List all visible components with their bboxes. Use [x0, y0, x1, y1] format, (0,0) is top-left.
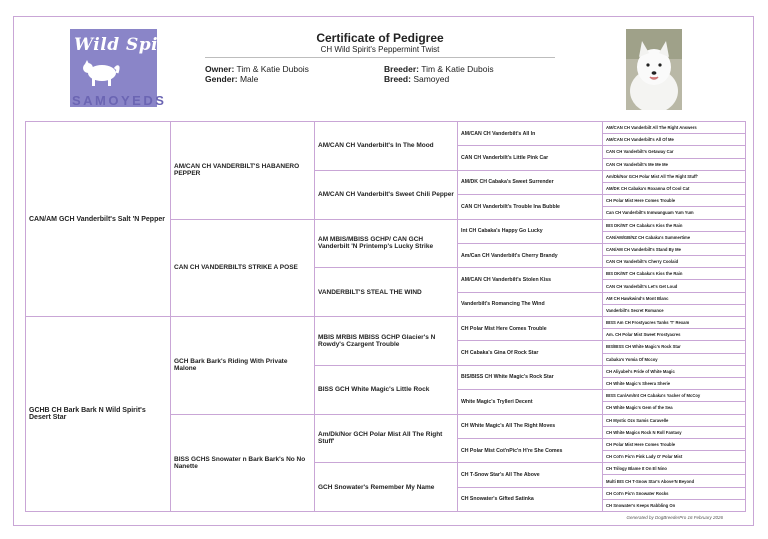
- logo-text-bottom: SAMOYEDS: [72, 93, 167, 108]
- ancestor-name: CH T-Snow Star's All The Above: [461, 471, 540, 478]
- gender-value: Male: [239, 74, 259, 84]
- ancestor-name: CH Polar Mist Cot'nPic'n H're She Comes: [461, 447, 563, 454]
- pedigree-ancestor-gen2: [170, 219, 315, 318]
- ancestor-name: CH White Magic's Gem of the Sea: [606, 405, 673, 411]
- ancestor-name: CAN CH Vanderbilt's Trouble Ina Bubble: [461, 203, 560, 210]
- ancestor-name: CAN/AM/GB/NZ CH Cabaka's Summertime: [606, 234, 691, 240]
- ancestor-name: CH Trilogy Blame It On El Nino: [606, 466, 667, 472]
- ancestor-name: Am/Dk/Nor GCH Polar Mist All The Right Stuff': [318, 431, 443, 446]
- pedigree-table: [25, 121, 745, 511]
- pedigree-ancestor-gen3: [314, 365, 458, 415]
- ancestor-name: GCH Bark Bark's Riding With Private Malone: [174, 358, 288, 373]
- ancestor-name: GCHB CH Bark Bark N Wild Spirit's Desert Star: [29, 407, 146, 421]
- ancestor-name: Vanderbilt's Romancing The Wind: [461, 301, 545, 308]
- ancestor-name: Vanderbilt's Secret Romance: [606, 307, 664, 313]
- pedigree-ancestor-gen4: [457, 316, 603, 341]
- pedigree-ancestor-gen4: [457, 414, 603, 439]
- breed-label: Breed:: [384, 74, 411, 84]
- ancestor-name: Am/Dk/Nor GCH Polar Mist All The Right Stuff': [606, 173, 698, 179]
- pedigree-ancestor-gen3: [314, 316, 458, 366]
- ancestor-name: CH Polar Mist Here Comes Trouble: [606, 198, 676, 204]
- pedigree-ancestor-gen3: [314, 267, 458, 317]
- ancestor-name: CH White Magic's Sheera Sherie: [606, 381, 671, 387]
- ancestor-name: BISS GCH White Magic's Little Rock: [318, 386, 430, 394]
- pedigree-ancestor-gen3: [314, 121, 458, 171]
- gender-row: [205, 74, 258, 84]
- ancestor-name: Int CH Cabaka's Happy Go Lucky: [461, 228, 543, 235]
- pedigree-ancestor-gen4: [457, 292, 603, 317]
- logo-text-top: Wild Spirit: [74, 35, 183, 55]
- pedigree-ancestor-gen4: [457, 219, 603, 244]
- ancestor-name: CAN CH Vanderbilt's Me Me Me: [606, 161, 668, 167]
- ancestor-name: AM/CAN CH Vanderbilt All The Right Answers: [606, 125, 697, 131]
- ancestor-name: AM/DK CH Cabaka's Roxanna Of Cool Cat: [606, 186, 690, 192]
- ancestor-name: CAN/AM GCH Vanderbilt's Salt 'N Pepper: [29, 215, 165, 223]
- pedigree-ancestor-gen4: [457, 121, 603, 146]
- pedigree-ancestor-gen4: [457, 389, 603, 414]
- ancestor-name: CH Polar Mist Here Comes Trouble: [606, 441, 676, 447]
- pedigree-ancestor-gen1: [25, 121, 171, 317]
- ancestor-name: Can CH Vanderbilt's Inmwanguam Yum Yum: [606, 210, 694, 216]
- ancestor-name: BIS DK/INT CH Cabaka's Kiss the Rain: [606, 222, 683, 228]
- generated-footer: Generated by DogBreederPro 16 February 2026: [626, 515, 723, 520]
- pedigree-ancestor-gen4: [457, 243, 603, 268]
- ancestor-name: CAN CH Vanderbilt's Little Pink Car: [461, 155, 549, 162]
- pedigree-ancestor-gen4: [457, 462, 603, 487]
- ancestor-name: White Magic's Trylleri Decent: [461, 398, 533, 405]
- ancestor-name: AM/CAN CH Vanderbilt's All Of Me: [606, 137, 674, 143]
- pedigree-ancestor-gen3: [314, 170, 458, 220]
- pedigree-ancestor-gen2: [170, 121, 315, 220]
- pedigree-ancestor-gen4: [457, 340, 603, 365]
- ancestor-name: CH Polar Mist Here Comes Trouble: [461, 325, 547, 332]
- pedigree-ancestor-gen3: [314, 219, 458, 269]
- ancestor-name: CH Cot'n Pic'n Snowater Rocks: [606, 490, 669, 496]
- ancestor-name: CH Cot'n Pic'n Pink Lady O' Polar Mist: [606, 454, 683, 460]
- pedigree-ancestor-gen5: [602, 499, 746, 512]
- ancestor-name: VANDERBILT'S STEAL THE WIND: [318, 288, 422, 296]
- ancestor-name: MBIS MRBIS MBISS GCHP Glacier's N Rowdy's Czargent Trouble: [318, 333, 436, 348]
- pedigree-ancestor-gen4: [457, 267, 603, 292]
- ancestor-name: AM/CAN CH Vanderbilt's In The Mood: [318, 142, 434, 150]
- ancestor-name: CAN CH Vanderbilt's Cherry Coolaid: [606, 259, 679, 265]
- gender-label: Gender:: [205, 74, 238, 84]
- certificate-title: Certificate of Pedigree: [316, 31, 444, 45]
- breeder-value: Tim & Katie Dubois: [421, 64, 494, 74]
- ancestor-name: CH Mystic Ozs Samis Caravelle: [606, 417, 669, 423]
- breeder-row: [384, 64, 494, 74]
- pedigree-ancestor-gen3: [314, 414, 458, 464]
- ancestor-name: AM CH Hawkwind's Mont Blanc: [606, 295, 669, 301]
- pedigree-ancestor-gen2: [170, 316, 315, 415]
- dog-name: CH Wild Spirit's Peppermint Twist: [320, 45, 440, 54]
- ancestor-name: Multi BIS CH T-Snow Star's Above'N Beyond: [606, 478, 695, 484]
- breed-row: [384, 74, 449, 84]
- ancestor-name: CAN CH Vanderbilt's Let's Get Loud: [606, 283, 678, 289]
- dog-silhouette-icon: [80, 59, 120, 87]
- ancestor-name: AM/CAN CH Vanderbilt's Sweet Chili Pepper: [318, 191, 454, 199]
- ancestor-name: CH Aliyabel's Pride of White Magic: [606, 368, 675, 374]
- pedigree-ancestor-gen4: [457, 170, 603, 195]
- ancestor-name: BISS Can/Am/Int CH Cabaka's Yacker of McCoy: [606, 393, 701, 399]
- ancestor-name: AM/CAN CH Vanderbilt's All In: [461, 130, 536, 137]
- pedigree-ancestor-gen4: [457, 365, 603, 390]
- ancestor-name: GCH Snowater's Remember My Name: [318, 483, 435, 491]
- ancestor-name: AM/CAN CH Vanderbilt's Stolen Kiss: [461, 276, 552, 283]
- owner-label: Owner:: [205, 64, 235, 74]
- pedigree-ancestor-gen1: [25, 316, 171, 512]
- ancestor-name: AM/CAN CH VANDERBILT'S HABANERO PEPPER: [174, 163, 300, 178]
- ancestor-name: BISS Am CH Frostyacres Tanks 'T' Rexam: [606, 320, 690, 326]
- title-divider: [205, 57, 555, 58]
- ancestor-name: Am/Can CH Vanderbilt's Cherry Brandy: [461, 252, 558, 259]
- ancestor-name: CAN/AM CH Vanderbilt's Stand By Me: [606, 246, 681, 252]
- pedigree-ancestor-gen4: [457, 194, 603, 219]
- pedigree-ancestor-gen4: [457, 438, 603, 463]
- ancestor-name: Am. CH Polar Mist Sweet Frostyacres: [606, 332, 681, 338]
- ancestor-name: BISS GCHS Snowater n Bark Bark's No No Nanette: [174, 455, 306, 470]
- breed-value: Samoyed: [413, 74, 450, 84]
- pedigree-ancestor-gen3: [314, 462, 458, 512]
- owner-value: Tim & Katie Dubois: [236, 64, 309, 74]
- ancestor-name: CH Snowater's Keeps Rabbling On: [606, 502, 676, 508]
- ancestor-name: CH White Magics Rock N Roll Fantasy: [606, 429, 682, 435]
- ancestor-name: CAN CH VANDERBILTS STRIKE A POSE: [174, 264, 298, 272]
- ancestor-name: CH White Magic's All The Right Moves: [461, 423, 556, 430]
- ancestor-name: AM MBIS/MBISS GCHP/ CAN GCH Vanderbilt 'N Printemp's Lucky Strike: [318, 236, 434, 251]
- pedigree-ancestor-gen2: [170, 414, 315, 513]
- ancestor-name: BIS/BISS CH White Magic's Rock Star: [461, 374, 554, 381]
- ancestor-name: BIS DK/INT CH Cabaka's Kiss the Rain: [606, 271, 683, 277]
- pedigree-ancestor-gen4: [457, 145, 603, 170]
- ancestor-name: BIS/BISS CH White Magic's Rock Star: [606, 344, 681, 350]
- ancestor-name: CAN CH Vanderbilt's Getaway Car: [606, 149, 674, 155]
- breeder-label: Breeder:: [384, 64, 419, 74]
- ancestor-name: CH Cabaka's Gina Of Rock Star: [461, 350, 539, 357]
- dog-photo: [626, 29, 682, 110]
- ancestor-name: Cabaka's Yomia Of Mccoy: [606, 356, 658, 362]
- pedigree-ancestor-gen4: [457, 487, 603, 512]
- owner-row: [205, 64, 309, 74]
- ancestor-name: AM/DK CH Cabaka's Sweet Surrender: [461, 179, 554, 186]
- ancestor-name: CH Snowater's Gifted Satinka: [461, 496, 534, 503]
